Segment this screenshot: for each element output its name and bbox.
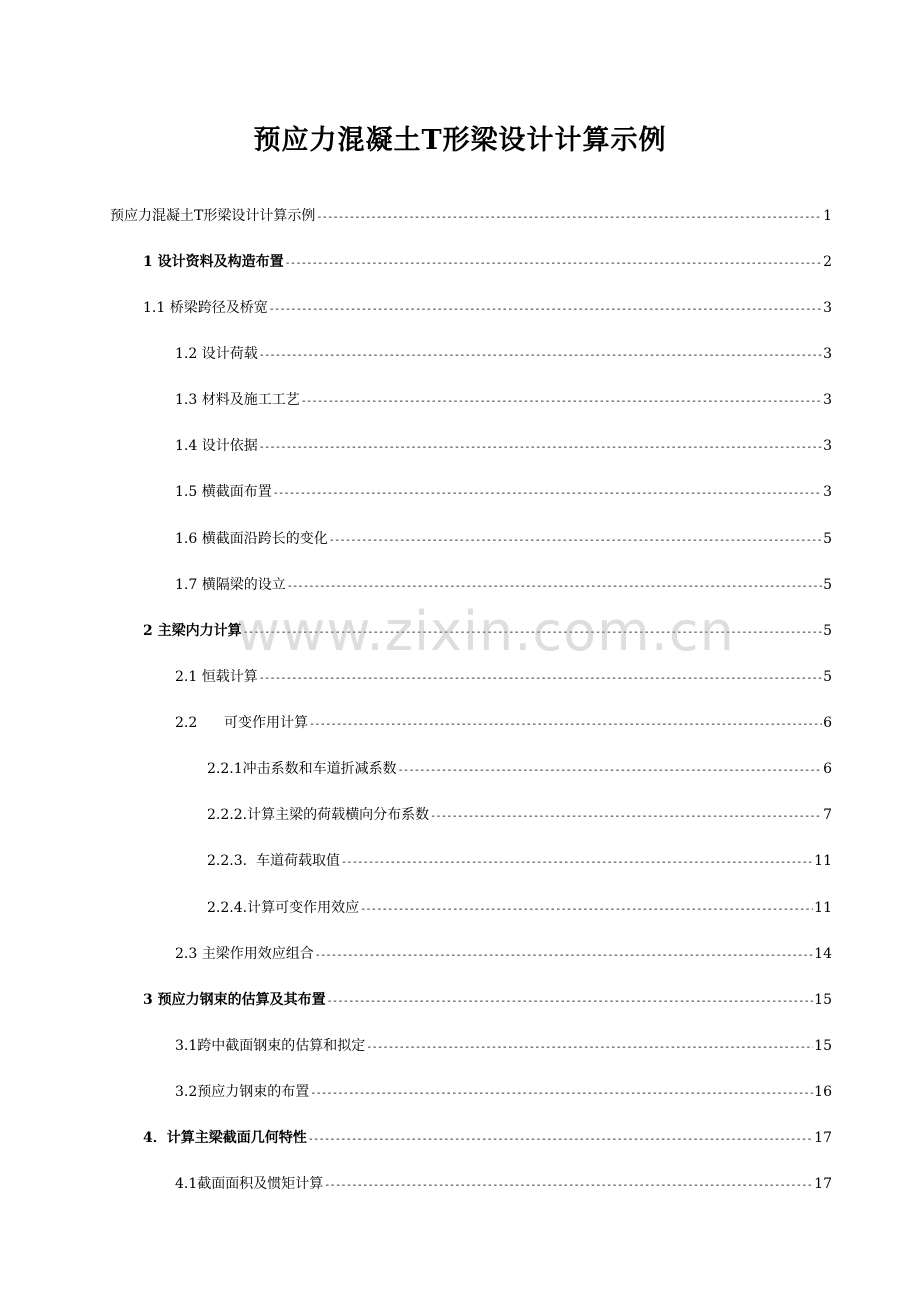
toc-entry[interactable] (207, 758, 832, 780)
toc-entry[interactable] (175, 943, 832, 965)
toc-entry[interactable] (175, 389, 832, 411)
toc-entry-text: 1.2 设计荷载 (175, 346, 258, 362)
toc-page-number: 5 (823, 577, 832, 593)
toc-entry[interactable] (143, 620, 832, 642)
toc-leader (316, 207, 822, 229)
toc-entry-text: 2.3 主梁作用效应组合 (175, 946, 314, 962)
toc-entry-text: 1.6 横截面沿跨长的变化 (175, 531, 328, 547)
watermark: www.zixin.com.cn (236, 600, 735, 663)
toc-entry-text: 2 主梁内力计算 (143, 623, 242, 639)
toc-page-number: 11 (814, 853, 832, 869)
toc-entry-text: 1.1 桥梁跨径及桥宽 (143, 300, 268, 316)
toc-entry[interactable] (175, 528, 832, 550)
toc-leader (315, 945, 813, 967)
toc-entry-text: 4.1截面面积及惯矩计算 (175, 1176, 324, 1192)
toc-page-number: 15 (814, 1038, 832, 1054)
toc-leader (329, 530, 822, 552)
toc-entry-text: 3.1跨中截面钢束的估算和拟定 (175, 1038, 366, 1054)
toc-page-number: 7 (823, 807, 832, 823)
toc-entry[interactable] (207, 804, 832, 826)
toc-entry-text: 2.1 恒载计算 (175, 669, 258, 685)
toc-page-number: 11 (814, 900, 832, 916)
toc-leader (398, 760, 822, 782)
toc-entry-text: 1.7 横隔梁的设立 (175, 577, 286, 593)
toc-entry[interactable] (175, 1081, 832, 1103)
toc-entry-text: 3 预应力钢束的估算及其布置 (143, 992, 326, 1008)
toc-leader (287, 576, 822, 598)
toc-leader (366, 1037, 813, 1059)
toc-page-number: 2 (823, 254, 832, 270)
toc-page-number: 5 (823, 531, 832, 547)
toc-leader (259, 668, 822, 690)
toc-entry[interactable] (143, 297, 832, 319)
toc-entry[interactable] (143, 989, 832, 1011)
toc-page-number: 16 (814, 1084, 832, 1100)
toc-leader (259, 345, 822, 367)
toc-entry[interactable] (143, 251, 832, 273)
toc-entry-text: 2.2 可变作用计算 (175, 715, 308, 731)
toc-entry-text: 2.2.4.计算可变作用效应 (207, 900, 360, 916)
toc-page-number: 3 (823, 438, 832, 454)
toc-entry-text: 1.4 设计依据 (175, 438, 258, 454)
toc-leader (327, 991, 814, 1013)
toc-entry-text: 1.5 横截面布置 (175, 484, 272, 500)
toc-leader (309, 714, 822, 736)
toc-leader (301, 391, 822, 413)
toc-leader (259, 437, 822, 459)
toc-entry-text: 2.2.3. 车道荷载取值 (207, 853, 340, 869)
toc-page-number: 6 (823, 761, 832, 777)
toc-entry-text: 预应力混凝土T形梁设计计算示例 (110, 208, 316, 224)
toc-leader (269, 299, 822, 321)
toc-leader (273, 483, 822, 505)
toc-entry-text: 2.2.2.计算主梁的荷载横向分布系数 (207, 807, 430, 823)
toc-entry[interactable] (175, 574, 832, 596)
toc-entry-text: 1.3 材料及施工工艺 (175, 392, 300, 408)
toc-page-number: 17 (814, 1176, 832, 1192)
toc-leader (310, 1083, 813, 1105)
toc-leader (430, 806, 822, 828)
toc-entry[interactable] (143, 1127, 832, 1149)
toc-page-number: 5 (823, 623, 832, 639)
toc-leader (341, 852, 813, 874)
toc-entry[interactable] (175, 481, 832, 503)
toc-entry-text: 3.2预应力钢束的布置 (175, 1084, 310, 1100)
toc-entry-text: 2.2.1冲击系数和车道折减系数 (207, 761, 397, 777)
page-title: 预应力混凝土T形梁设计计算示例 (253, 125, 667, 156)
toc-page-number: 3 (823, 346, 832, 362)
toc-entry-text: 4．计算主梁截面几何特性 (143, 1130, 307, 1146)
toc-page-number: 5 (823, 669, 832, 685)
toc-page-number: 3 (823, 484, 832, 500)
toc-entry[interactable] (175, 712, 832, 734)
toc-page-number: 17 (814, 1130, 832, 1146)
toc-leader (324, 1175, 813, 1197)
toc-page-number: 3 (823, 392, 832, 408)
toc-page-number: 1 (823, 208, 832, 224)
toc-page-number: 15 (814, 992, 832, 1008)
toc-entry[interactable] (175, 1035, 832, 1057)
toc-entry[interactable] (110, 205, 832, 227)
toc-entry-text: 1 设计资料及构造布置 (143, 254, 284, 270)
toc-leader (360, 899, 813, 921)
toc-page-number: 14 (814, 946, 832, 962)
toc-entry[interactable] (175, 666, 832, 688)
toc-leader (285, 253, 822, 275)
toc-entry[interactable] (207, 897, 832, 919)
toc-page-number: 6 (823, 715, 832, 731)
toc-page-number: 3 (823, 300, 832, 316)
toc-leader (308, 1129, 813, 1151)
toc-entry[interactable] (175, 343, 832, 365)
toc-entry[interactable] (175, 435, 832, 457)
toc-entry[interactable] (175, 1173, 832, 1195)
toc-leader (243, 622, 822, 644)
toc-entry[interactable] (207, 850, 832, 872)
